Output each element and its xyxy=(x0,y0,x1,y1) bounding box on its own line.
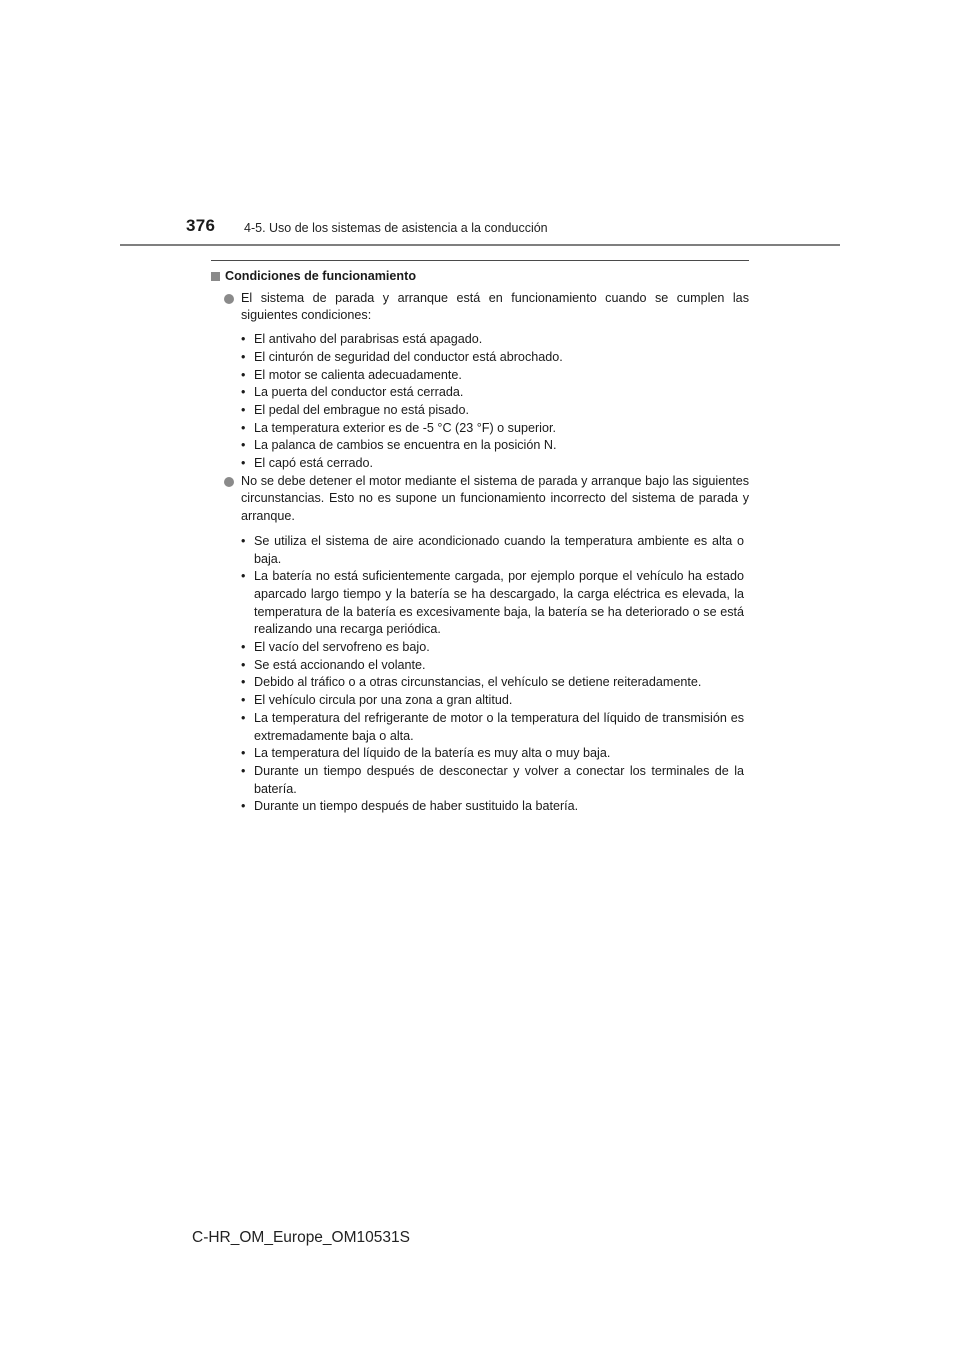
list-item: • La puerta del conductor está cerrada. xyxy=(241,385,464,400)
list-item: • La palanca de cambios se encuentra en la posición N. xyxy=(241,438,557,453)
list-item: • La temperatura del líquido de la batería es muy alta o muy baja. xyxy=(241,746,611,761)
circumstance-list xyxy=(211,533,749,816)
list-item: • El pedal del embrague no está pisado. xyxy=(241,402,469,417)
list-item: • El antivaho del parabrisas está apagado. xyxy=(241,332,483,347)
circumstance-point xyxy=(211,473,749,526)
header-rule xyxy=(120,244,840,246)
list-item: • Durante un tiempo después de haber sustituido la batería. xyxy=(241,799,579,814)
content-body xyxy=(211,268,749,816)
list-item: • Durante un tiempo después de desconectar y volver a conectar los terminales de la batería. xyxy=(241,763,744,796)
content-rule xyxy=(211,260,749,261)
document-code: C-HR_OM_Europe_OM10531S xyxy=(192,1229,410,1246)
section-heading-text: Condiciones de funcionamiento xyxy=(225,269,417,283)
circle-icon xyxy=(224,477,234,487)
list-item: • Se utiliza el sistema de aire acondicionado cuando la temperatura ambiente es alta o baja. xyxy=(241,533,744,566)
list-item: • El vehículo circula por una zona a gran altitud. xyxy=(241,693,513,708)
list-item: • Debido al tráfico o a otras circunstancias, el vehículo se detiene reiteradamente. xyxy=(241,675,702,690)
list-item: • Se está accionando el volante. xyxy=(241,657,426,672)
list-item: • La temperatura del refrigerante de motor o la temperatura del líquido de transmisión es extremadamente baja o alta. xyxy=(241,710,744,743)
point-text: El sistema de parada y arranque está en funcionamiento cuando se cumplen las siguientes condiciones: xyxy=(241,290,749,323)
list-item: • El capó está cerrado. xyxy=(241,456,374,471)
section-heading xyxy=(211,268,749,286)
list-item: • El motor se calienta adecuadamente. xyxy=(241,367,462,382)
condition-list xyxy=(211,331,749,473)
section-title: 4-5. Uso de los sistemas de asistencia a la conducción xyxy=(244,221,548,235)
point-text: No se debe detener el motor mediante el sistema de parada y arranque bajo las siguientes circunstancias. Esto no es supone un funcionamiento incorrecto del sistema de parada y arranque. xyxy=(241,473,749,524)
condition-point xyxy=(211,290,749,325)
square-icon xyxy=(211,272,220,281)
page-number: 376 xyxy=(186,216,216,235)
list-item: • El cinturón de seguridad del conductor está abrochado. xyxy=(241,349,563,364)
list-item: • La batería no está suficientemente cargada, por ejemplo porque el vehículo ha estado aparcado largo tiempo y la batería se ha descargado, la carga eléctrica es elevada, la temperatura de la batería es excesivamente baja, la batería se ha deteriorado o se está realizando una recarga periódica. xyxy=(241,569,744,637)
circle-icon xyxy=(224,294,234,304)
list-item: • El vacío del servofreno es bajo. xyxy=(241,640,430,655)
list-item: • La temperatura exterior es de -5 °C (23 °F) o superior. xyxy=(241,420,556,435)
